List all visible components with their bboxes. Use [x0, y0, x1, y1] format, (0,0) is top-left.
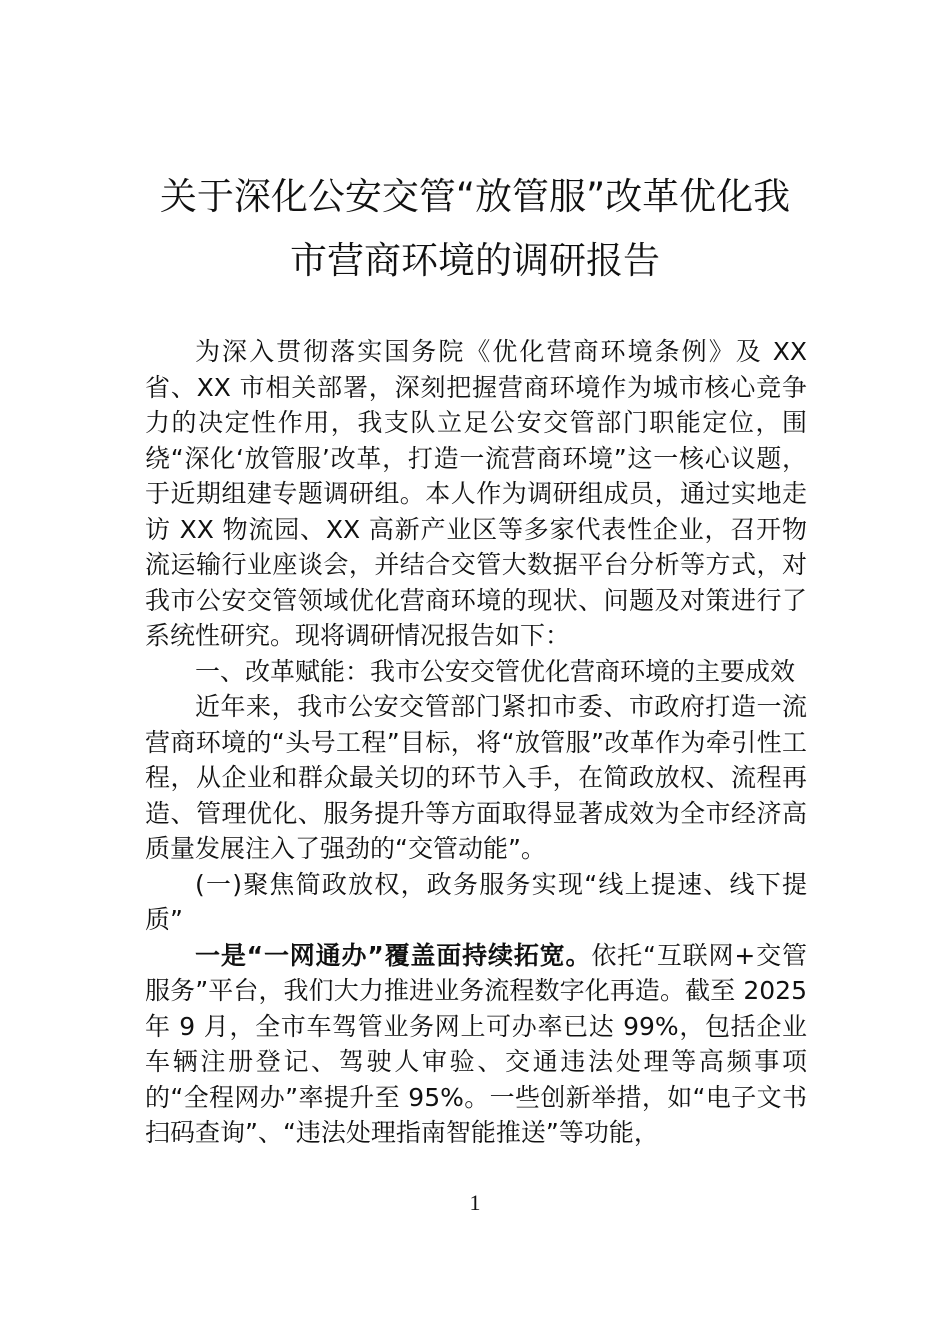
title-line-1: 关于深化公安交管“放管服”改革优化我: [159, 175, 791, 218]
paragraph-online-services: [145, 938, 807, 1151]
page-number: 1: [469, 1190, 481, 1215]
paragraph-intro: 为深入贯彻落实国务院《优化营商环境条例》及 XX 省、XX 市相关部署，深刻把握营商环境作为城市核心竞争力的决定性作用，我支队立足公安交管部门职能定位，围绕“深化‘放管服’改革，打造一流营商环境”这一核心议题，于近期组建专题调研组。本人作为调研组成员，通过实地走访 XX 物流园、XX 高新产业区等多家代表性企业，召开物流运输行业座谈会，并结合交管大数据平台分析等方式，对我市公安交管领域优化营商环境的现状、问题及对策进行了系统性研究。现将调研情况报告如下：: [145, 337, 807, 650]
title-line-2: 市营商环境的调研报告: [290, 239, 660, 282]
paragraph-text: 依托“互联网+交管服务”平台，我们大力推进业务流程数字化再造。截至 2025 年 9 月，全市车驾管业务网上可办率已达 99%，包括企业车辆注册登记、驾驶人审验、交通违法处理等高频事项的“全程网办”率提升至 95%。一些创新举措，如“电子文书扫码查询”、“违法处理指南智能推送”等功能，: [145, 940, 807, 1147]
document-title: [100, 165, 850, 293]
subsection-heading-1: (一)聚焦简政放权，政务服务实现“线上提速、线下提质”: [145, 869, 807, 934]
document-body: [145, 334, 807, 1151]
section-heading-1: 一、改革赋能：我市公安交管优化营商环境的主要成效: [195, 656, 796, 686]
bold-lead: 一是“一网通办”覆盖面持续拓宽。: [195, 940, 592, 970]
paragraph-achievements: 近年来，我市公安交管部门紧扣市委、市政府打造一流营商环境的“头号工程”目标，将“放管服”改革作为牵引性工程，从企业和群众最关切的环节入手，在简政放权、流程再造、管理优化、服务提升等方面取得显著成效为全市经济高质量发展注入了强劲的“交管动能”。: [145, 692, 807, 863]
